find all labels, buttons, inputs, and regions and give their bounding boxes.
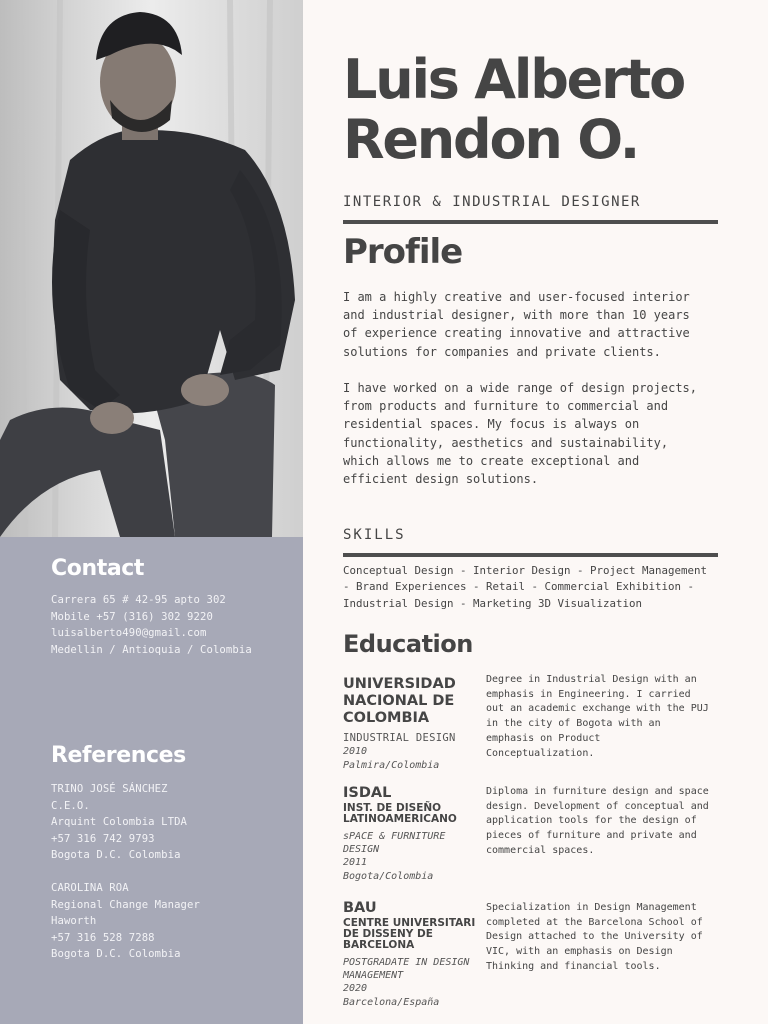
- reference-2-title: Regional Change Manager: [51, 898, 200, 911]
- institution-subtitle: INST. DE DISEÑO LATINOAMERICANO: [343, 802, 457, 825]
- profile-photo: [0, 0, 303, 537]
- person-portrait-icon: [0, 0, 303, 537]
- year: 2020: [343, 983, 368, 994]
- skills-list: Conceptual Design - Interior Design - Project Management - Brand Experiences - Retail - Commercial Exhibition - Industrial Design - Marketing 3D Visualization: [343, 564, 708, 610]
- reference-2-location: Bogota D.C. Colombia: [51, 948, 181, 960]
- institution-subtitle: CENTRE UNIVERSITARI DE DISSENY DE BARCELONA: [343, 917, 476, 951]
- institution-name: UNIVERSIDAD NACIONAL DE COLOMBIA: [343, 676, 456, 726]
- institution-name: ISDAL: [343, 785, 392, 801]
- institution-name: BAU: [343, 900, 377, 916]
- reference-1-title: C.E.O.: [51, 799, 90, 812]
- place: Palmira/Colombia: [343, 760, 440, 771]
- reference-1-phone: +57 316 742 9793: [51, 832, 155, 845]
- education-entry: [343, 900, 483, 1010]
- education-description: Degree in Industrial Design with an emphasis in Engineering. I carried out an academic exchange with the PUJ in the city of Bogota with an emphasis on Product Conceptualization.: [486, 674, 709, 759]
- place: Bogota/Colombia: [343, 871, 434, 882]
- degree: INDUSTRIAL DESIGN: [343, 732, 456, 744]
- reference-1-name: TRINO JOSÉ SÁNCHEZ: [51, 783, 168, 795]
- reference-2-company: Haworth: [51, 915, 97, 927]
- education-entry: [343, 676, 483, 773]
- reference-2-name: CAROLINA ROA: [51, 882, 129, 894]
- degree: POSTGRADATE IN DESIGN MANAGEMENT: [343, 957, 470, 981]
- reference-2-phone: +57 316 528 7288: [51, 931, 155, 944]
- skills-heading: SKILLS: [343, 527, 406, 543]
- education-entry: [343, 785, 483, 884]
- contact-location: Medellin / Antioquia / Colombia: [51, 643, 252, 656]
- profile-heading: Profile: [343, 232, 463, 272]
- profile-paragraph-1: I am a highly creative and user-focused interior and industrial designer, with more than 10 years of experience creating innovative and attractive solutions for companies and private clients.: [343, 290, 690, 359]
- contact-heading: Contact: [51, 556, 145, 581]
- person-name: Luis Alberto Rendon O.: [343, 48, 685, 171]
- year: 2011: [343, 857, 368, 868]
- year: 2010: [343, 746, 368, 757]
- profile-paragraph-2: I have worked on a wide range of design projects, from products and furniture to commercial and residential spaces. My focus is always on functionality, aesthetics and sustainability, which allows me to create exceptional and efficient design solutions.: [343, 381, 698, 487]
- reference-1-company: Arquint Colombia LTDA: [51, 816, 188, 828]
- education-description: Specialization in Design Management completed at the Barcelona School of Design attached to the University of VIC, with an emphasis on Design Thinking and financial tools.: [486, 902, 703, 972]
- skills-divider: [343, 553, 718, 557]
- title-divider: [343, 220, 718, 224]
- contact-email[interactable]: luisalberto490@gmail.com: [51, 627, 207, 639]
- reference-1-location: Bogota D.C. Colombia: [51, 849, 181, 861]
- place: Barcelona/España: [343, 997, 440, 1008]
- job-title: INTERIOR & INDUSTRIAL DESIGNER: [343, 194, 641, 210]
- contact-address: Carrera 65 # 42-95 apto 302: [51, 594, 226, 606]
- references-heading: References: [51, 743, 186, 768]
- education-heading: Education: [343, 630, 473, 658]
- references-list: [51, 781, 200, 963]
- contact-phone: Mobile +57 (316) 302 9220: [51, 610, 213, 623]
- contact-list: [51, 592, 252, 658]
- education-description: Diploma in furniture design and space design. Development of conceptual and application tools for the design of pieces of furniture and private and commercial spaces.: [486, 786, 709, 856]
- degree: sPACE & FURNITURE DESIGN: [343, 831, 446, 855]
